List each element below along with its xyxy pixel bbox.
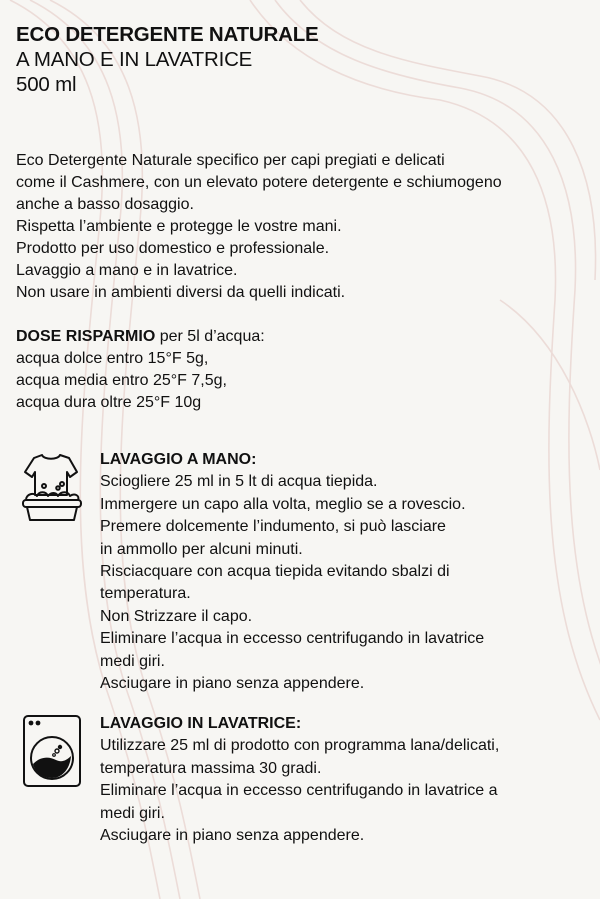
washing-machine-icon xyxy=(22,714,82,788)
hand-wash-line: Eliminare l’acqua in eccesso centrifugando in lavatrice xyxy=(100,630,485,648)
hand-wash-line: medi giri. xyxy=(100,652,165,670)
machine-wash-line: Eliminare l’acqua in eccesso centrifugando in lavatrice a xyxy=(100,782,498,800)
title-product-name: ECO DETERGENTE NATURALE xyxy=(16,23,319,46)
machine-wash-heading: LAVAGGIO IN LAVATRICE: xyxy=(100,715,302,732)
hand-wash-line: Risciacquare con acqua tiepida evitando sbalzi di xyxy=(100,563,450,581)
hand-wash-line: Immergere un capo alla volta, meglio se a rovescio. xyxy=(100,495,466,513)
hand-wash-line: Asciugare in piano senza appendere. xyxy=(100,675,365,693)
dose-line: acqua dolce entro 15°F 5g, xyxy=(16,350,209,367)
dose-line: acqua dura oltre 25°F 10g xyxy=(16,394,202,411)
hand-wash-section xyxy=(100,449,484,695)
product-title xyxy=(16,22,319,97)
description-line: Rispetta l’ambiente e protegge le vostre mani. xyxy=(16,218,342,235)
dose-heading-rest: per 5l d’acqua: xyxy=(155,328,265,345)
dose-line: acqua media entro 25°F 7,5g, xyxy=(16,372,227,389)
description-line: anche a basso dosaggio. xyxy=(16,196,194,213)
machine-wash-section xyxy=(100,713,499,847)
title-usage: A MANO E IN LAVATRICE xyxy=(16,48,253,71)
dose-heading xyxy=(16,326,265,348)
machine-wash-line: medi giri. xyxy=(100,804,165,822)
title-volume: 500 ml xyxy=(16,73,77,96)
description-line: Prodotto per uso domestico e professionale. xyxy=(16,240,330,257)
machine-wash-line: Asciugare in piano senza appendere. xyxy=(100,827,365,845)
hand-wash-line: temperatura. xyxy=(100,585,191,603)
machine-wash-line: temperatura massima 30 gradi. xyxy=(100,759,322,777)
description-line: Eco Detergente Naturale specifico per capi pregiati e delicati xyxy=(16,152,445,169)
product-description xyxy=(16,150,502,304)
machine-wash-line: Utilizzare 25 ml di prodotto con programma lana/delicati, xyxy=(100,737,500,755)
hand-wash-line: Sciogliere 25 ml in 5 lt di acqua tiepida. xyxy=(100,473,378,491)
description-line: Non usare in ambienti diversi da quelli indicati. xyxy=(16,284,346,301)
hand-wash-line: in ammollo per alcuni minuti. xyxy=(100,540,303,558)
hand-wash-heading: LAVAGGIO A MANO: xyxy=(100,451,257,468)
dose-section xyxy=(16,326,265,414)
hand-wash-basin-icon xyxy=(20,450,84,522)
dose-heading-bold: DOSE RISPARMIO xyxy=(16,328,156,345)
description-line: Lavaggio a mano e in lavatrice. xyxy=(16,262,238,279)
description-line: come il Cashmere, con un elevato potere detergente e schiumogeno xyxy=(16,174,502,191)
hand-wash-line: Premere dolcemente l’indumento, si può lasciare xyxy=(100,518,446,536)
hand-wash-line: Non Strizzare il capo. xyxy=(100,607,253,625)
